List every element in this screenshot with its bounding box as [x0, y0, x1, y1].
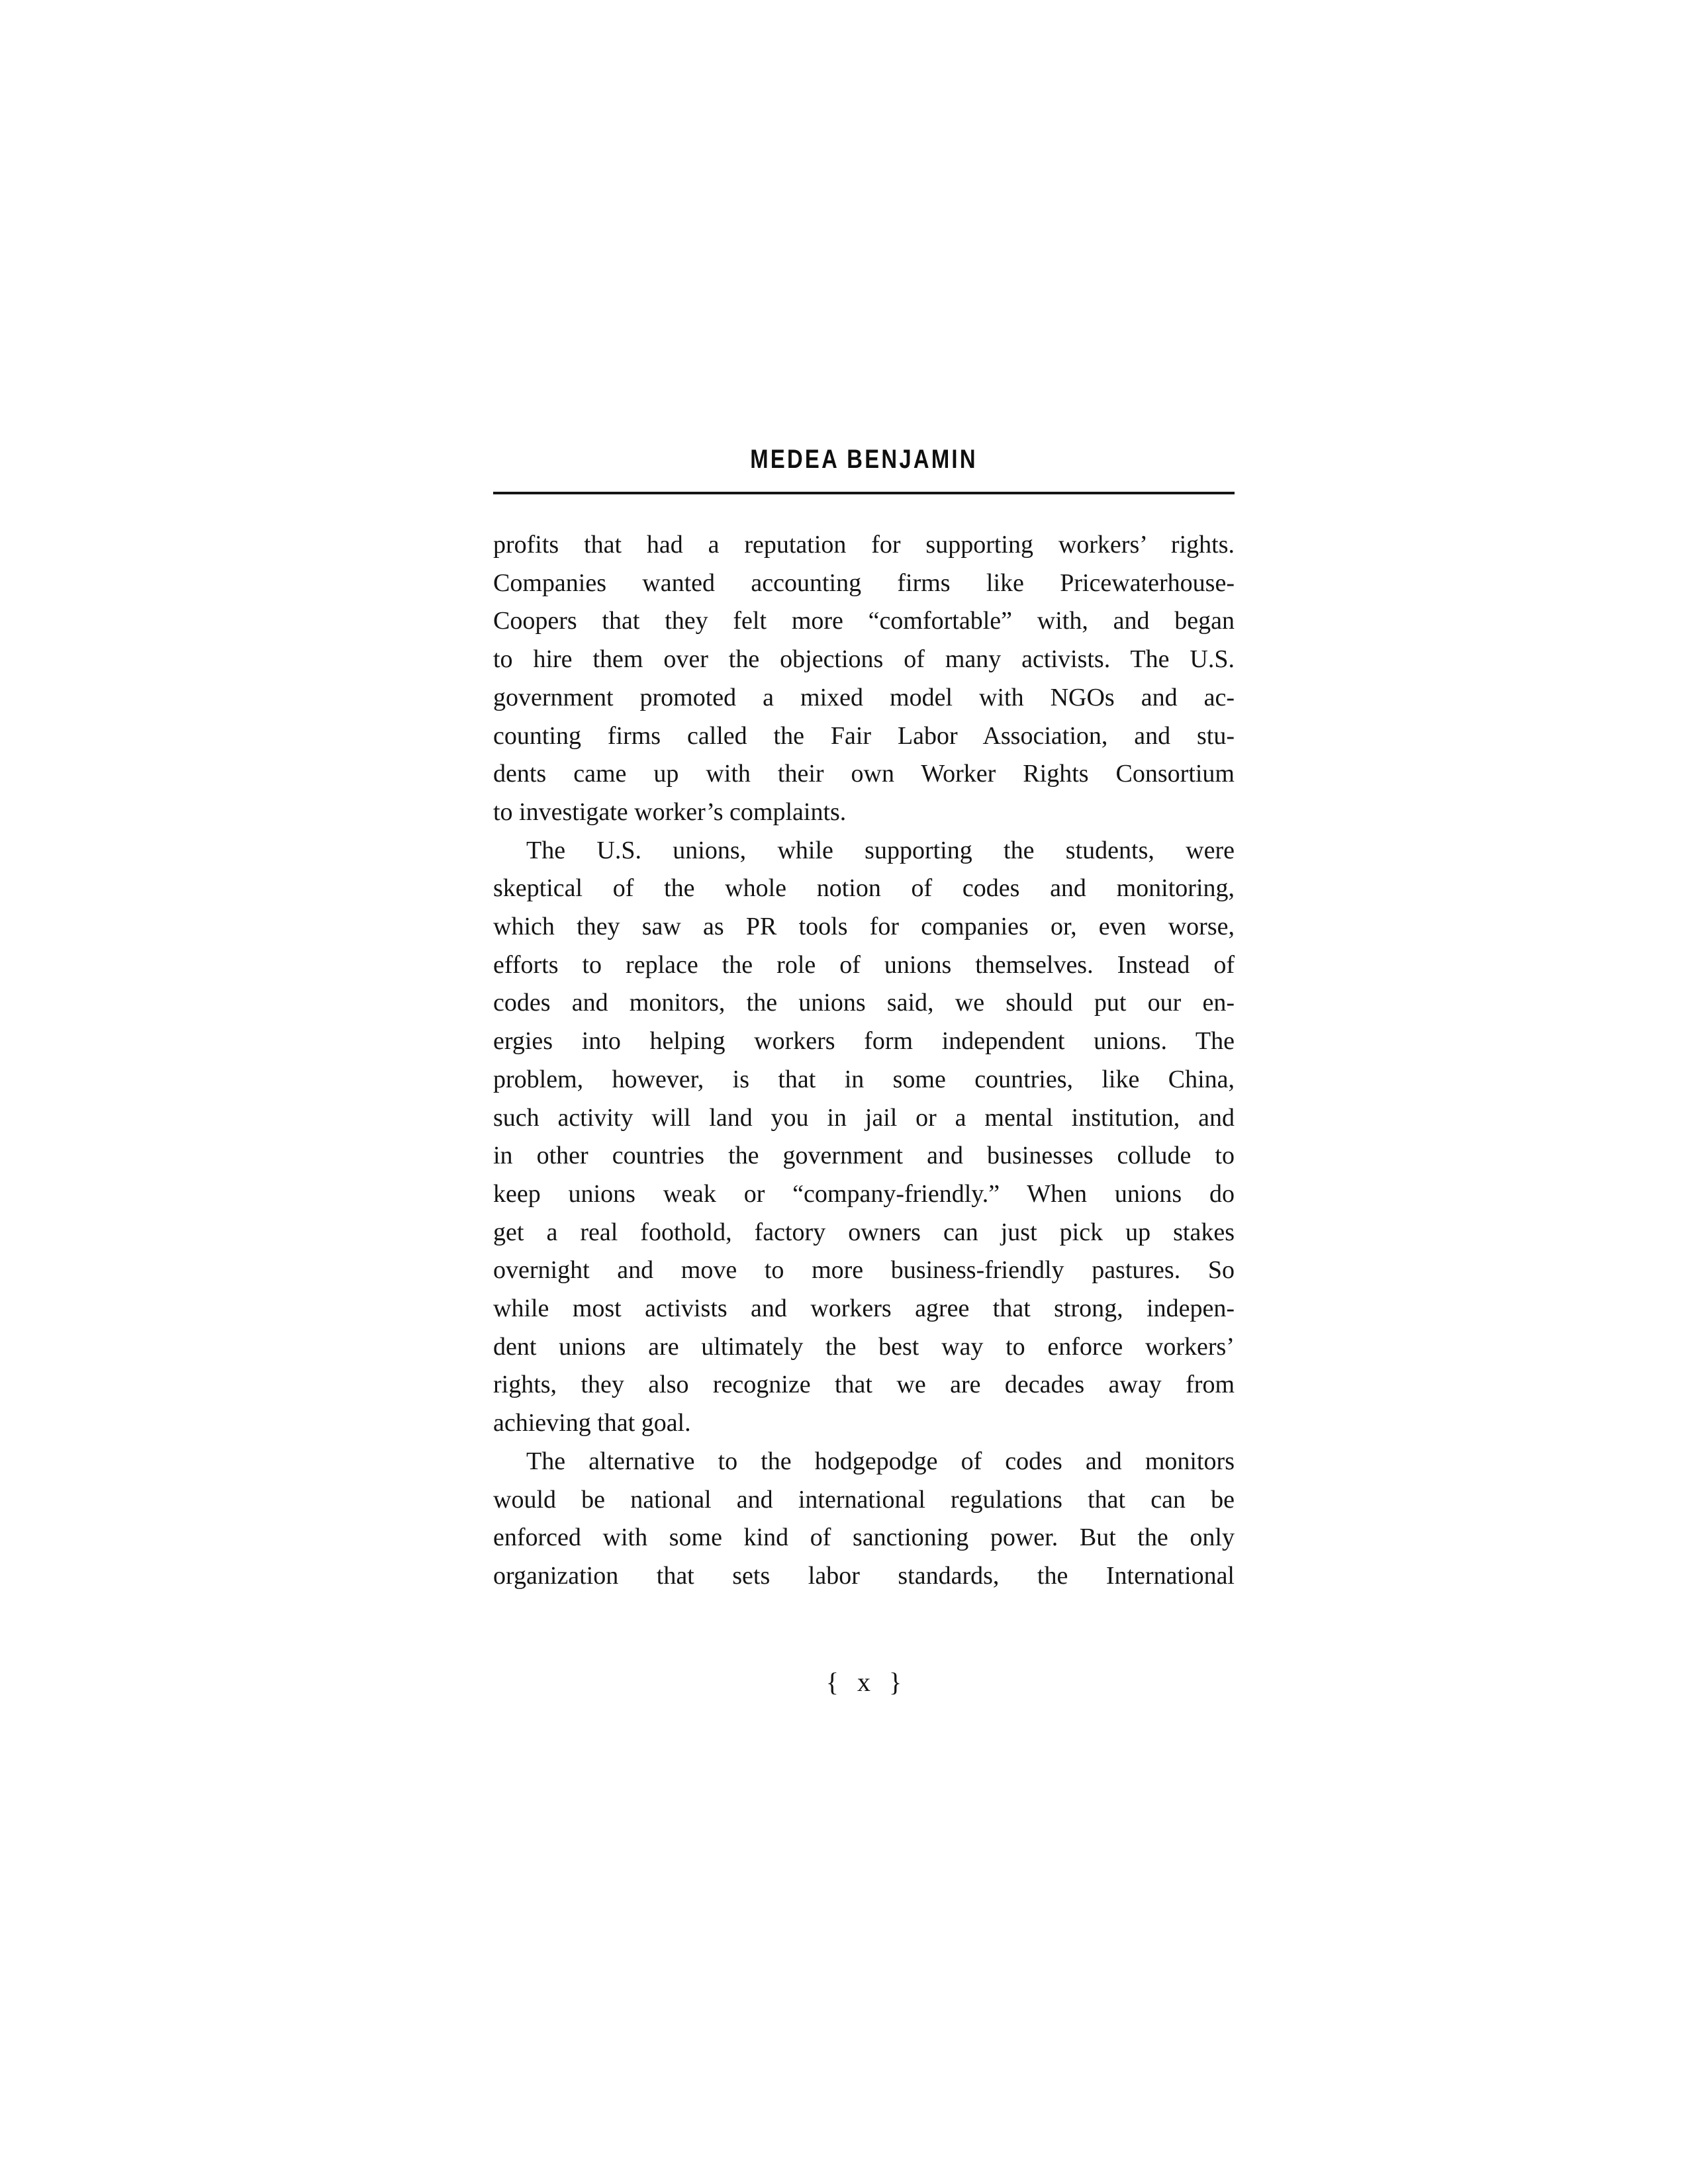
text-line: achieving that goal. — [493, 1409, 691, 1437]
text-line: dent unions are ultimately the best way to enforce workers’ — [493, 1332, 1235, 1361]
text-line: rights, they also recognize that we are decades away from — [493, 1371, 1235, 1399]
text-line: in other countries the government and businesses collude to — [493, 1142, 1235, 1170]
text-line: while most activists and workers agree that strong, indepen- — [493, 1295, 1235, 1323]
text-line: profits that had a reputation for supporting workers’ rights. — [493, 531, 1235, 559]
text-line: would be national and international regulations that can be — [493, 1485, 1235, 1514]
text-line: counting firms called the Fair Labor Association, and stu- — [493, 721, 1235, 750]
body-text — [493, 526, 1235, 1596]
text-line: efforts to replace the role of unions themselves. Instead of — [493, 950, 1235, 979]
text-line: dents came up with their own Worker Rights Consortium — [493, 760, 1235, 788]
text-line: overnight and move to more business-friendly pastures. So — [493, 1256, 1235, 1285]
text-line: skeptical of the whole notion of codes and monitoring, — [493, 874, 1235, 903]
text-line: Coopers that they felt more “comfortable” with, and began — [493, 607, 1235, 635]
text-line: enforced with some kind of sanctioning power. But the only — [493, 1524, 1235, 1552]
text-line: such activity will land you in jail or a mental institution, and — [493, 1103, 1235, 1132]
text-line: to investigate worker’s complaints. — [493, 797, 847, 826]
text-line: keep unions weak or “company-friendly.” When unions do — [493, 1179, 1235, 1208]
text-line: The alternative to the hodgepodge of codes and monitors — [526, 1447, 1235, 1475]
text-line: which they saw as PR tools for companies or, even worse, — [493, 913, 1235, 941]
text-line: get a real foothold, factory owners can just pick up stakes — [493, 1218, 1235, 1246]
text-line: government promoted a mixed model with NGOs and ac- — [493, 683, 1235, 711]
text-line: codes and monitors, the unions said, we should put our en- — [493, 989, 1235, 1017]
text-line: problem, however, is that in some countries, like China, — [493, 1065, 1235, 1093]
header-rule — [493, 492, 1235, 494]
text-line: organization that sets labor standards, the International — [493, 1561, 1235, 1590]
text-line: Companies wanted accounting firms like Pricewaterhouse- — [493, 569, 1235, 597]
running-header: MEDEA BENJAMIN — [750, 445, 978, 474]
page-number: { x } — [825, 1667, 902, 1697]
text-line: The U.S. unions, while supporting the students, were — [526, 836, 1235, 864]
text-line: ergies into helping workers form independent unions. The — [493, 1027, 1235, 1056]
text-line: to hire them over the objections of many activists. The U.S. — [493, 645, 1235, 674]
